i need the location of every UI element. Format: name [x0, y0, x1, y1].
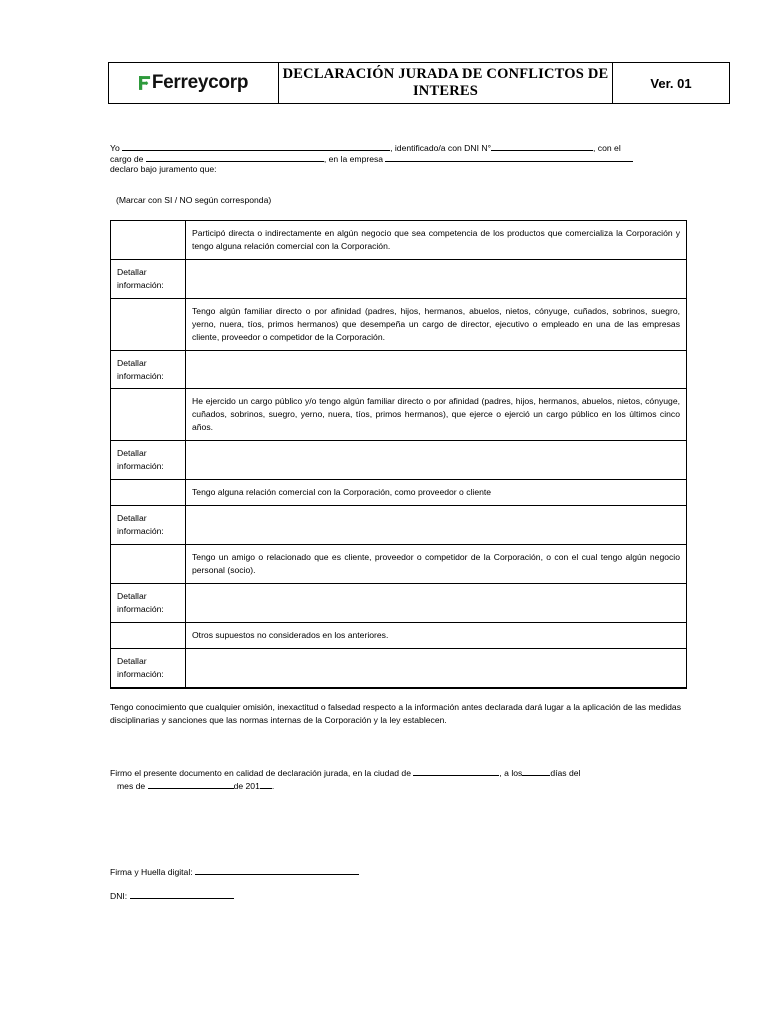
- detail-answer-cell[interactable]: [186, 649, 687, 688]
- signature-line: [110, 866, 359, 877]
- question-text: He ejercido un cargo público y/o tengo algún familiar directo o por afinidad (padres, hijos, hermanos, abuelos, nietos, cónyuge, cuñados, sobrinos, suegro, yerno, nuera, tíos, primos hermanos), que ejerce o ejerció un cargo público en los últimos cinco años.: [186, 389, 687, 441]
- detail-row: [111, 649, 687, 688]
- intro-cargo-label: cargo de: [110, 154, 144, 164]
- question-text: Participó directa o indirectamente en algún negocio que sea competencia de los productos que comercializa la Corporación y tengo alguna relación comercial con la Corporación.: [186, 221, 687, 260]
- intro-line-2: [110, 153, 682, 164]
- detail-row: [111, 584, 687, 623]
- month-field[interactable]: [148, 780, 234, 789]
- question-row: [111, 221, 687, 260]
- si-no-cell[interactable]: [111, 623, 186, 649]
- intro-line-1: [110, 142, 682, 153]
- document-title-text: DECLARACIÓN JURADA DE CONFLICTOS DE INTERES: [282, 66, 609, 99]
- document-title: [279, 63, 613, 103]
- detail-answer-cell[interactable]: [186, 351, 687, 389]
- dni-field[interactable]: [491, 142, 593, 151]
- cargo-field[interactable]: [146, 153, 324, 162]
- dni-signature-field[interactable]: [130, 890, 234, 899]
- intro-empresa-label: , en la empresa: [323, 154, 384, 164]
- signing-city-text: Firmo el presente documento en calidad de declaración jurada, en la ciudad de: [110, 768, 411, 778]
- intro-dni-label: , identificado/a con DNI N°: [390, 143, 492, 153]
- logo-cell: [109, 63, 279, 103]
- signing-end-period: .: [271, 781, 275, 791]
- question-text: Tengo algún familiar directo o por afinidad (padres, hijos, hermanos, abuelos, nietos, cónyuge, cuñados, sobrinos, suegro, yerno, nuera, tíos, primos hermanos) que desempeña un cargo de director, ejecutivo o empleado en una de las empresas cliente, proveedor o competidor de la Corporación.: [186, 299, 687, 351]
- questionnaire-table: [110, 220, 687, 689]
- signature-label: Firma y Huella digital:: [110, 867, 193, 877]
- document-header: [108, 62, 730, 104]
- question-text: Tengo un amigo o relacionado que es cliente, proveedor o competidor de la Corporación, o con el cual tengo algún negocio personal (socio).: [186, 545, 687, 584]
- question-row: [111, 299, 687, 351]
- ferreycorp-logo: [139, 72, 248, 94]
- detail-label: Detallar información:: [111, 351, 186, 389]
- question-text: Tengo alguna relación comercial con la Corporación, como proveedor o cliente: [186, 480, 687, 506]
- signing-days-label: días del: [550, 768, 581, 778]
- detail-label: Detallar información:: [111, 506, 186, 545]
- detail-label: Detallar información:: [111, 260, 186, 299]
- year-field[interactable]: [260, 780, 275, 791]
- si-no-cell[interactable]: [111, 299, 186, 351]
- detail-label: Detallar información:: [111, 649, 186, 688]
- city-field[interactable]: [413, 767, 499, 776]
- day-field[interactable]: [522, 767, 550, 776]
- detail-answer-cell[interactable]: [186, 441, 687, 480]
- detail-label: Detallar información:: [111, 441, 186, 480]
- version-label: Ver. 01: [650, 75, 692, 91]
- logo-text: Ferreycorp: [151, 72, 249, 93]
- detail-answer-cell[interactable]: [186, 260, 687, 299]
- si-no-cell[interactable]: [111, 389, 186, 441]
- signing-line-1: [110, 767, 682, 780]
- ferreycorp-f-icon: [139, 75, 151, 91]
- signing-line-2: [117, 780, 274, 793]
- signature-field[interactable]: [195, 866, 359, 875]
- intro-cargo-pre: , con el: [593, 143, 621, 153]
- signing-month-label: mes de: [117, 781, 146, 791]
- si-no-cell[interactable]: [111, 545, 186, 584]
- si-no-cell[interactable]: [111, 221, 186, 260]
- instruction-text: (Marcar con SI / NO según corresponda): [116, 195, 272, 205]
- detail-answer-cell[interactable]: [186, 506, 687, 545]
- question-row: [111, 389, 687, 441]
- detail-row: [111, 506, 687, 545]
- name-field[interactable]: [122, 142, 390, 151]
- dni-signature-label: DNI:: [110, 891, 128, 901]
- intro-yo-label: Yo: [110, 143, 120, 153]
- dni-signature-line: [110, 890, 234, 901]
- si-no-cell[interactable]: [111, 480, 186, 506]
- question-row: [111, 480, 687, 506]
- question-text: Otros supuestos no considerados en los anteriores.: [186, 623, 687, 649]
- question-row: [111, 545, 687, 584]
- detail-label: Detallar información:: [111, 584, 186, 623]
- disclaimer-text: Tengo conocimiento que cualquier omisión, inexactitud o falsedad respecto a la información antes declarada dará lugar a la aplicación de las medidas disciplinarias y sanciones que las normas internas de la Corporación y la ley establecen.: [110, 702, 681, 725]
- signing-year-label: de 201: [233, 781, 260, 791]
- detail-row: [111, 441, 687, 480]
- empresa-field[interactable]: [385, 153, 633, 162]
- detail-row: [111, 260, 687, 299]
- detail-row: [111, 351, 687, 389]
- intro-line-3: declaro bajo juramento que:: [110, 164, 217, 174]
- detail-answer-cell[interactable]: [186, 584, 687, 623]
- question-row: [111, 623, 687, 649]
- signing-day-text: , a los: [499, 768, 523, 778]
